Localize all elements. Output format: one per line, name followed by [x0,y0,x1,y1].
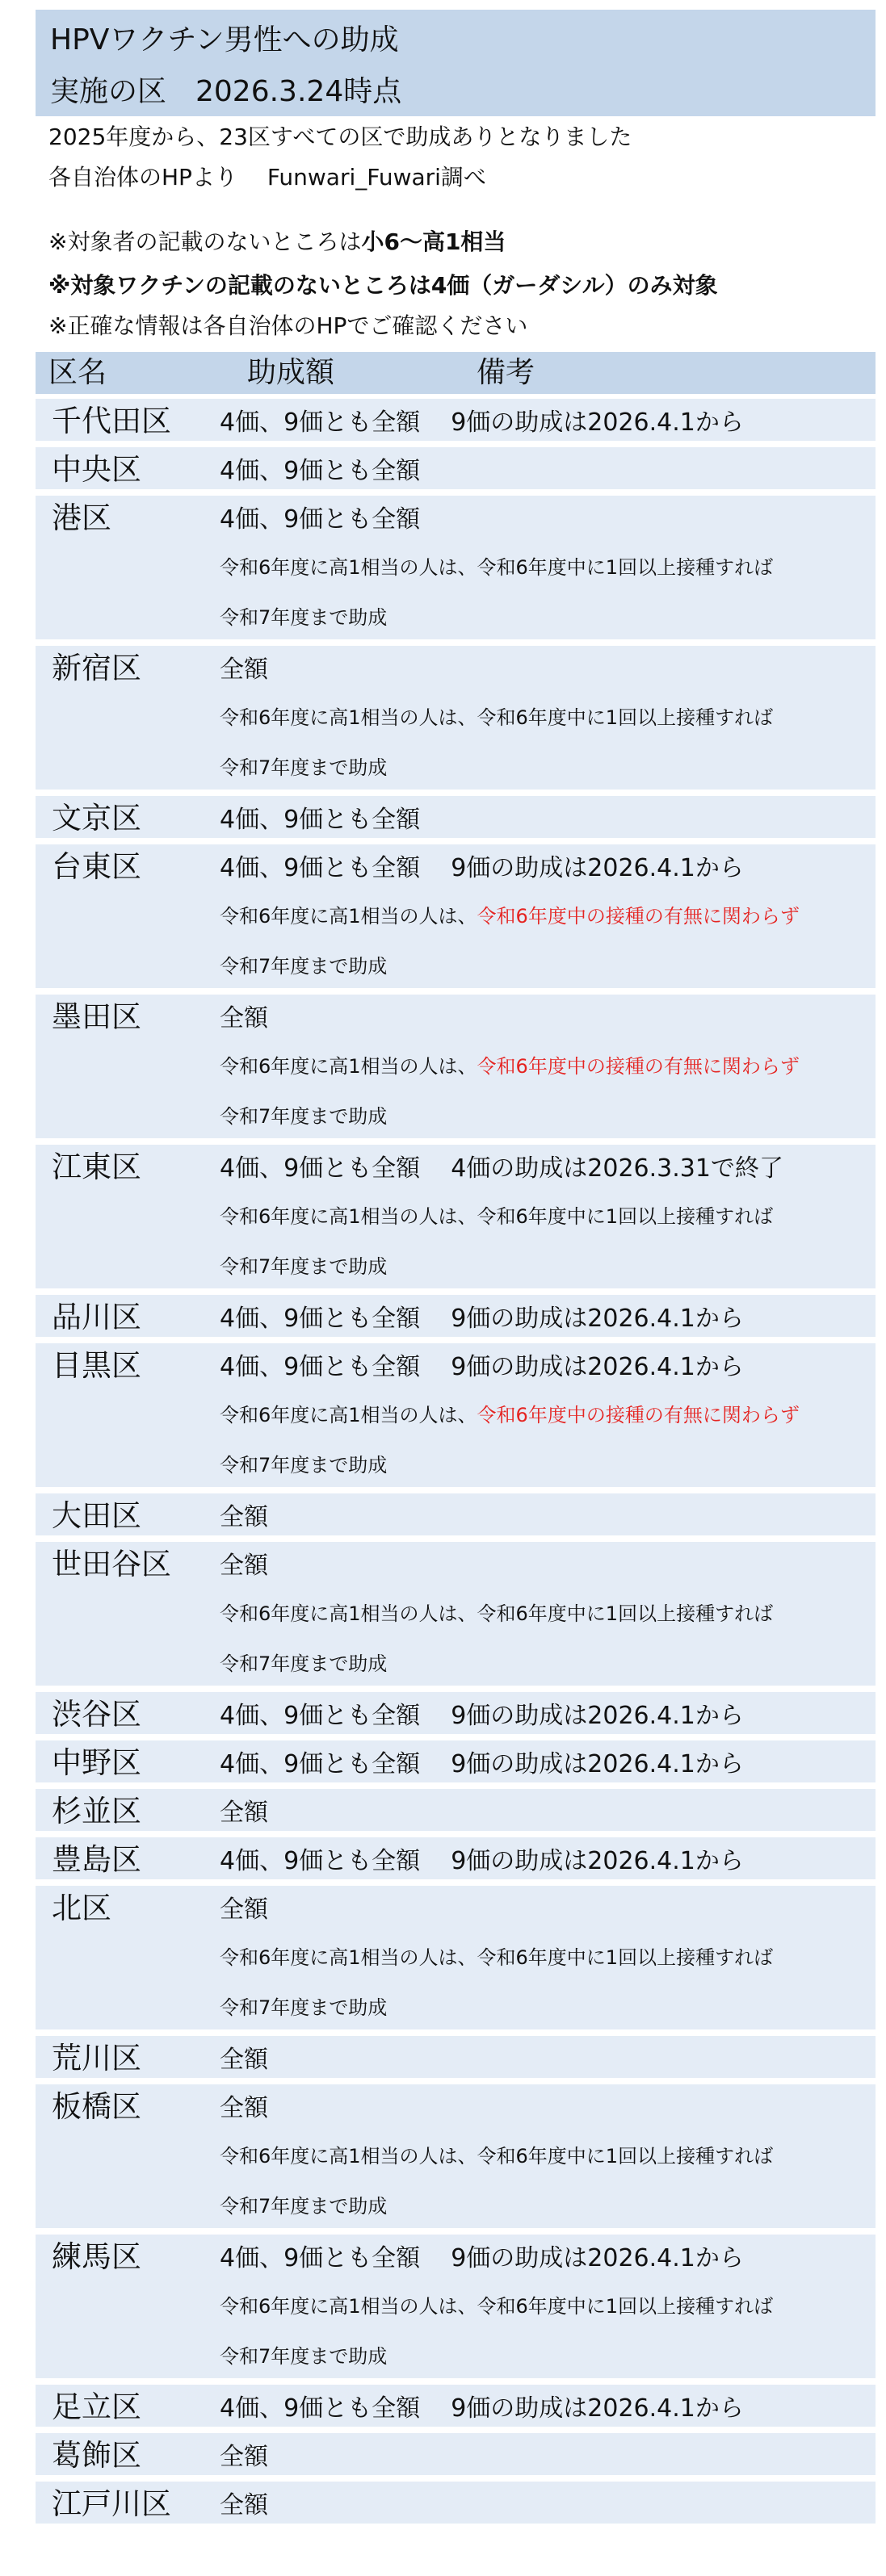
subsidy-condition [220,2142,773,2170]
condition-highlight: 令和6年度中の接種の有無に関わらず [477,1404,800,1426]
subsidy-period: 令和7年度まで助成 [220,1454,388,1476]
condition-text: 令和6年度に高1相当の人は、 [220,1055,477,1078]
table-row [36,1789,876,1831]
subsidy-amount: 4価、9価とも全額 [220,1305,421,1333]
subsidy-main-line [220,1845,744,1878]
subsidy-amount: 4価、9価とも全額 [220,505,421,534]
note-target-bold: 小6～高1相当 [361,228,506,255]
subsidy-amount: 4価、9価とも全額 [220,1750,421,1778]
ward-name: 千代田区 [52,404,171,438]
ward-table [36,399,876,2530]
subsidy-main-line [220,407,744,439]
ward-name: 豊島区 [52,1842,141,1877]
table-row [36,1295,876,1337]
subsidy-condition [220,903,800,930]
ward-name: 板橋区 [52,2089,141,2124]
table-row [36,1145,876,1288]
table-header [36,352,876,394]
subsidy-main-line [220,504,420,536]
subsidy-period: 令和7年度まで助成 [220,606,388,629]
table-row [36,646,876,790]
subsidy-remarks: 9価の助成は2026.4.1から [451,1750,744,1778]
table-row [36,2482,876,2524]
page-title: HPVワクチン男性への助成 [50,23,399,57]
ward-name: 荒川区 [52,2041,141,2075]
ward-name: 中野区 [52,1745,141,1780]
subsidy-remarks: 9価の助成は2026.4.1から [451,1305,744,1333]
subsidy-period: 令和7年度まで助成 [220,955,388,978]
subsidy-period: 令和7年度まで助成 [220,756,388,779]
ward-name: 墨田区 [52,999,141,1034]
subsidy-condition [220,1944,773,1971]
subsidy-period: 令和7年度まで助成 [220,1255,388,1278]
ward-name: 世田谷区 [52,1547,171,1581]
subsidy-main-line [220,1502,268,1534]
subsidy-condition [220,554,773,581]
title-box [36,10,876,116]
condition-text: 令和6年度に高1相当の人は、令和6年度中に1回以上接種すれば [220,2145,774,2168]
ward-name: 大田区 [52,1498,141,1533]
ward-name: 葛飾区 [52,2438,141,2473]
subsidy-main-line [220,1003,268,1035]
ward-name: 足立区 [52,2390,141,2424]
condition-text: 令和6年度に高1相当の人は、 [220,1404,477,1426]
subsidy-remarks: 9価の助成は2026.4.1から [451,2394,744,2423]
subsidy-amount: 全額 [220,1503,268,1531]
subsidy-amount: 4価、9価とも全額 [220,854,421,882]
ward-name: 江戸川区 [52,2486,171,2521]
subsidy-main-line [220,455,420,488]
table-row [36,1542,876,1686]
table-row [36,2235,876,2378]
page-subtitle: 実施の区 2026.3.24時点 [50,75,402,108]
note-confirm: ※正確な情報は各自治体のHPでご確認ください [48,312,528,339]
subsidy-remarks: 9価の助成は2026.4.1から [451,2244,744,2272]
ward-name: 港区 [52,501,111,535]
condition-highlight: 令和6年度中の接種の有無に関わらず [477,905,800,928]
subsidy-amount: 全額 [220,1552,268,1580]
note-target-people [48,226,506,258]
note-source: 各自治体のHPより Funwari_Fuwari調べ [48,164,486,191]
note-intro: 2025年度から、23区すべての区で助成ありとなりました [48,124,632,150]
subsidy-remarks: 9価の助成は2026.4.1から [451,854,744,882]
table-row [36,2385,876,2427]
condition-text: 令和6年度に高1相当の人は、 [220,905,477,928]
subsidy-amount: 4価、9価とも全額 [220,2244,421,2272]
table-row [36,447,876,489]
subsidy-condition [220,1401,800,1429]
subsidy-main-line [220,852,744,885]
ward-name: 中央区 [52,452,141,487]
subsidy-main-line [220,2393,744,2425]
condition-text: 令和6年度に高1相当の人は、令和6年度中に1回以上接種すれば [220,706,774,729]
subsidy-amount: 4価、9価とも全額 [220,2394,421,2423]
ward-name: 文京区 [52,801,141,836]
subsidy-amount: 4価、9価とも全額 [220,1353,421,1381]
subsidy-main-line [220,1550,268,1582]
ward-name: 江東区 [52,1150,141,1184]
subsidy-condition [220,1203,773,1230]
subsidy-period: 令和7年度まで助成 [220,2195,388,2218]
subsidy-amount: 全額 [220,1004,268,1032]
ward-name: 新宿区 [52,651,141,685]
ward-name: 北区 [52,1891,111,1925]
table-row [36,995,876,1138]
condition-text: 令和6年度に高1相当の人は、令和6年度中に1回以上接種すれば [220,2295,774,2318]
table-row [36,2036,876,2078]
condition-highlight: 令和6年度中の接種の有無に関わらず [477,1055,800,1078]
condition-text: 令和6年度に高1相当の人は、令和6年度中に1回以上接種すれば [220,1946,774,1969]
note-target-vaccine: ※対象ワクチンの記載のないところは4価（ガーダシル）のみ対象 [48,272,718,299]
subsidy-main-line [220,2490,268,2522]
subsidy-remarks: 9価の助成は2026.4.1から [451,1353,744,1381]
condition-text: 令和6年度に高1相当の人は、令和6年度中に1回以上接種すれば [220,1602,774,1625]
condition-text: 令和6年度に高1相当の人は、令和6年度中に1回以上接種すれば [220,556,774,579]
ward-name: 台東区 [52,849,141,884]
table-row [36,496,876,639]
subsidy-remarks: 4価の助成は2026.3.31で終了 [451,1154,783,1183]
table-row [36,1343,876,1487]
header-amount: 助成額 [247,356,335,389]
subsidy-amount: 全額 [220,2491,268,2519]
subsidy-main-line [220,1351,744,1384]
subsidy-amount: 4価、9価とも全額 [220,1154,421,1183]
subsidy-period: 令和7年度まで助成 [220,2345,388,2368]
subsidy-amount: 4価、9価とも全額 [220,408,421,437]
ward-name: 渋谷区 [52,1697,141,1732]
subsidy-amount: 全額 [220,2046,268,2074]
table-row [36,1493,876,1535]
header-ward: 区名 [48,356,107,389]
table-row [36,1740,876,1782]
subsidy-main-line [220,2441,268,2473]
table-row [36,2433,876,2475]
subsidy-main-line [220,1700,744,1732]
condition-text: 令和6年度に高1相当の人は、令和6年度中に1回以上接種すれば [220,1205,774,1228]
ward-name: 杉並区 [52,1794,141,1828]
subsidy-condition [220,704,773,731]
subsidy-period: 令和7年度まで助成 [220,1652,388,1675]
subsidy-period: 令和7年度まで助成 [220,1105,388,1128]
subsidy-amount: 全額 [220,2443,268,2471]
subsidy-amount: 全額 [220,1799,268,1827]
table-row [36,1837,876,1879]
ward-name: 練馬区 [52,2239,141,2274]
ward-name: 品川区 [52,1300,141,1334]
subsidy-remarks: 9価の助成は2026.4.1から [451,1847,744,1875]
subsidy-main-line [220,2092,268,2125]
note-target-prefix: ※対象者の記載のないところは [48,228,362,255]
subsidy-remarks: 9価の助成は2026.4.1から [451,408,744,437]
table-row [36,1886,876,2029]
subsidy-remarks: 9価の助成は2026.4.1から [451,1702,744,1730]
subsidy-amount: 4価、9価とも全額 [220,806,421,834]
table-row [36,399,876,441]
subsidy-main-line [220,804,420,836]
subsidy-main-line [220,1303,744,1335]
table-row [36,2084,876,2228]
subsidy-main-line [220,654,268,686]
table-row [36,844,876,988]
subsidy-amount: 4価、9価とも全額 [220,1847,421,1875]
subsidy-amount: 全額 [220,656,268,684]
subsidy-main-line [220,2044,268,2076]
subsidy-main-line [220,2243,744,2275]
table-row [36,1692,876,1734]
subsidy-condition [220,1053,800,1080]
subsidy-main-line [220,1749,744,1781]
subsidy-main-line [220,1797,268,1829]
subsidy-main-line [220,1894,268,1926]
subsidy-condition [220,2293,773,2320]
header-remarks: 備考 [477,356,535,389]
table-row [36,796,876,838]
ward-name: 目黒区 [52,1348,141,1383]
subsidy-period: 令和7年度まで助成 [220,1996,388,2019]
subsidy-condition [220,1600,773,1627]
subsidy-amount: 全額 [220,2094,268,2122]
subsidy-amount: 4価、9価とも全額 [220,457,421,485]
subsidy-main-line [220,1153,783,1185]
subsidy-amount: 全額 [220,1895,268,1924]
subsidy-amount: 4価、9価とも全額 [220,1702,421,1730]
